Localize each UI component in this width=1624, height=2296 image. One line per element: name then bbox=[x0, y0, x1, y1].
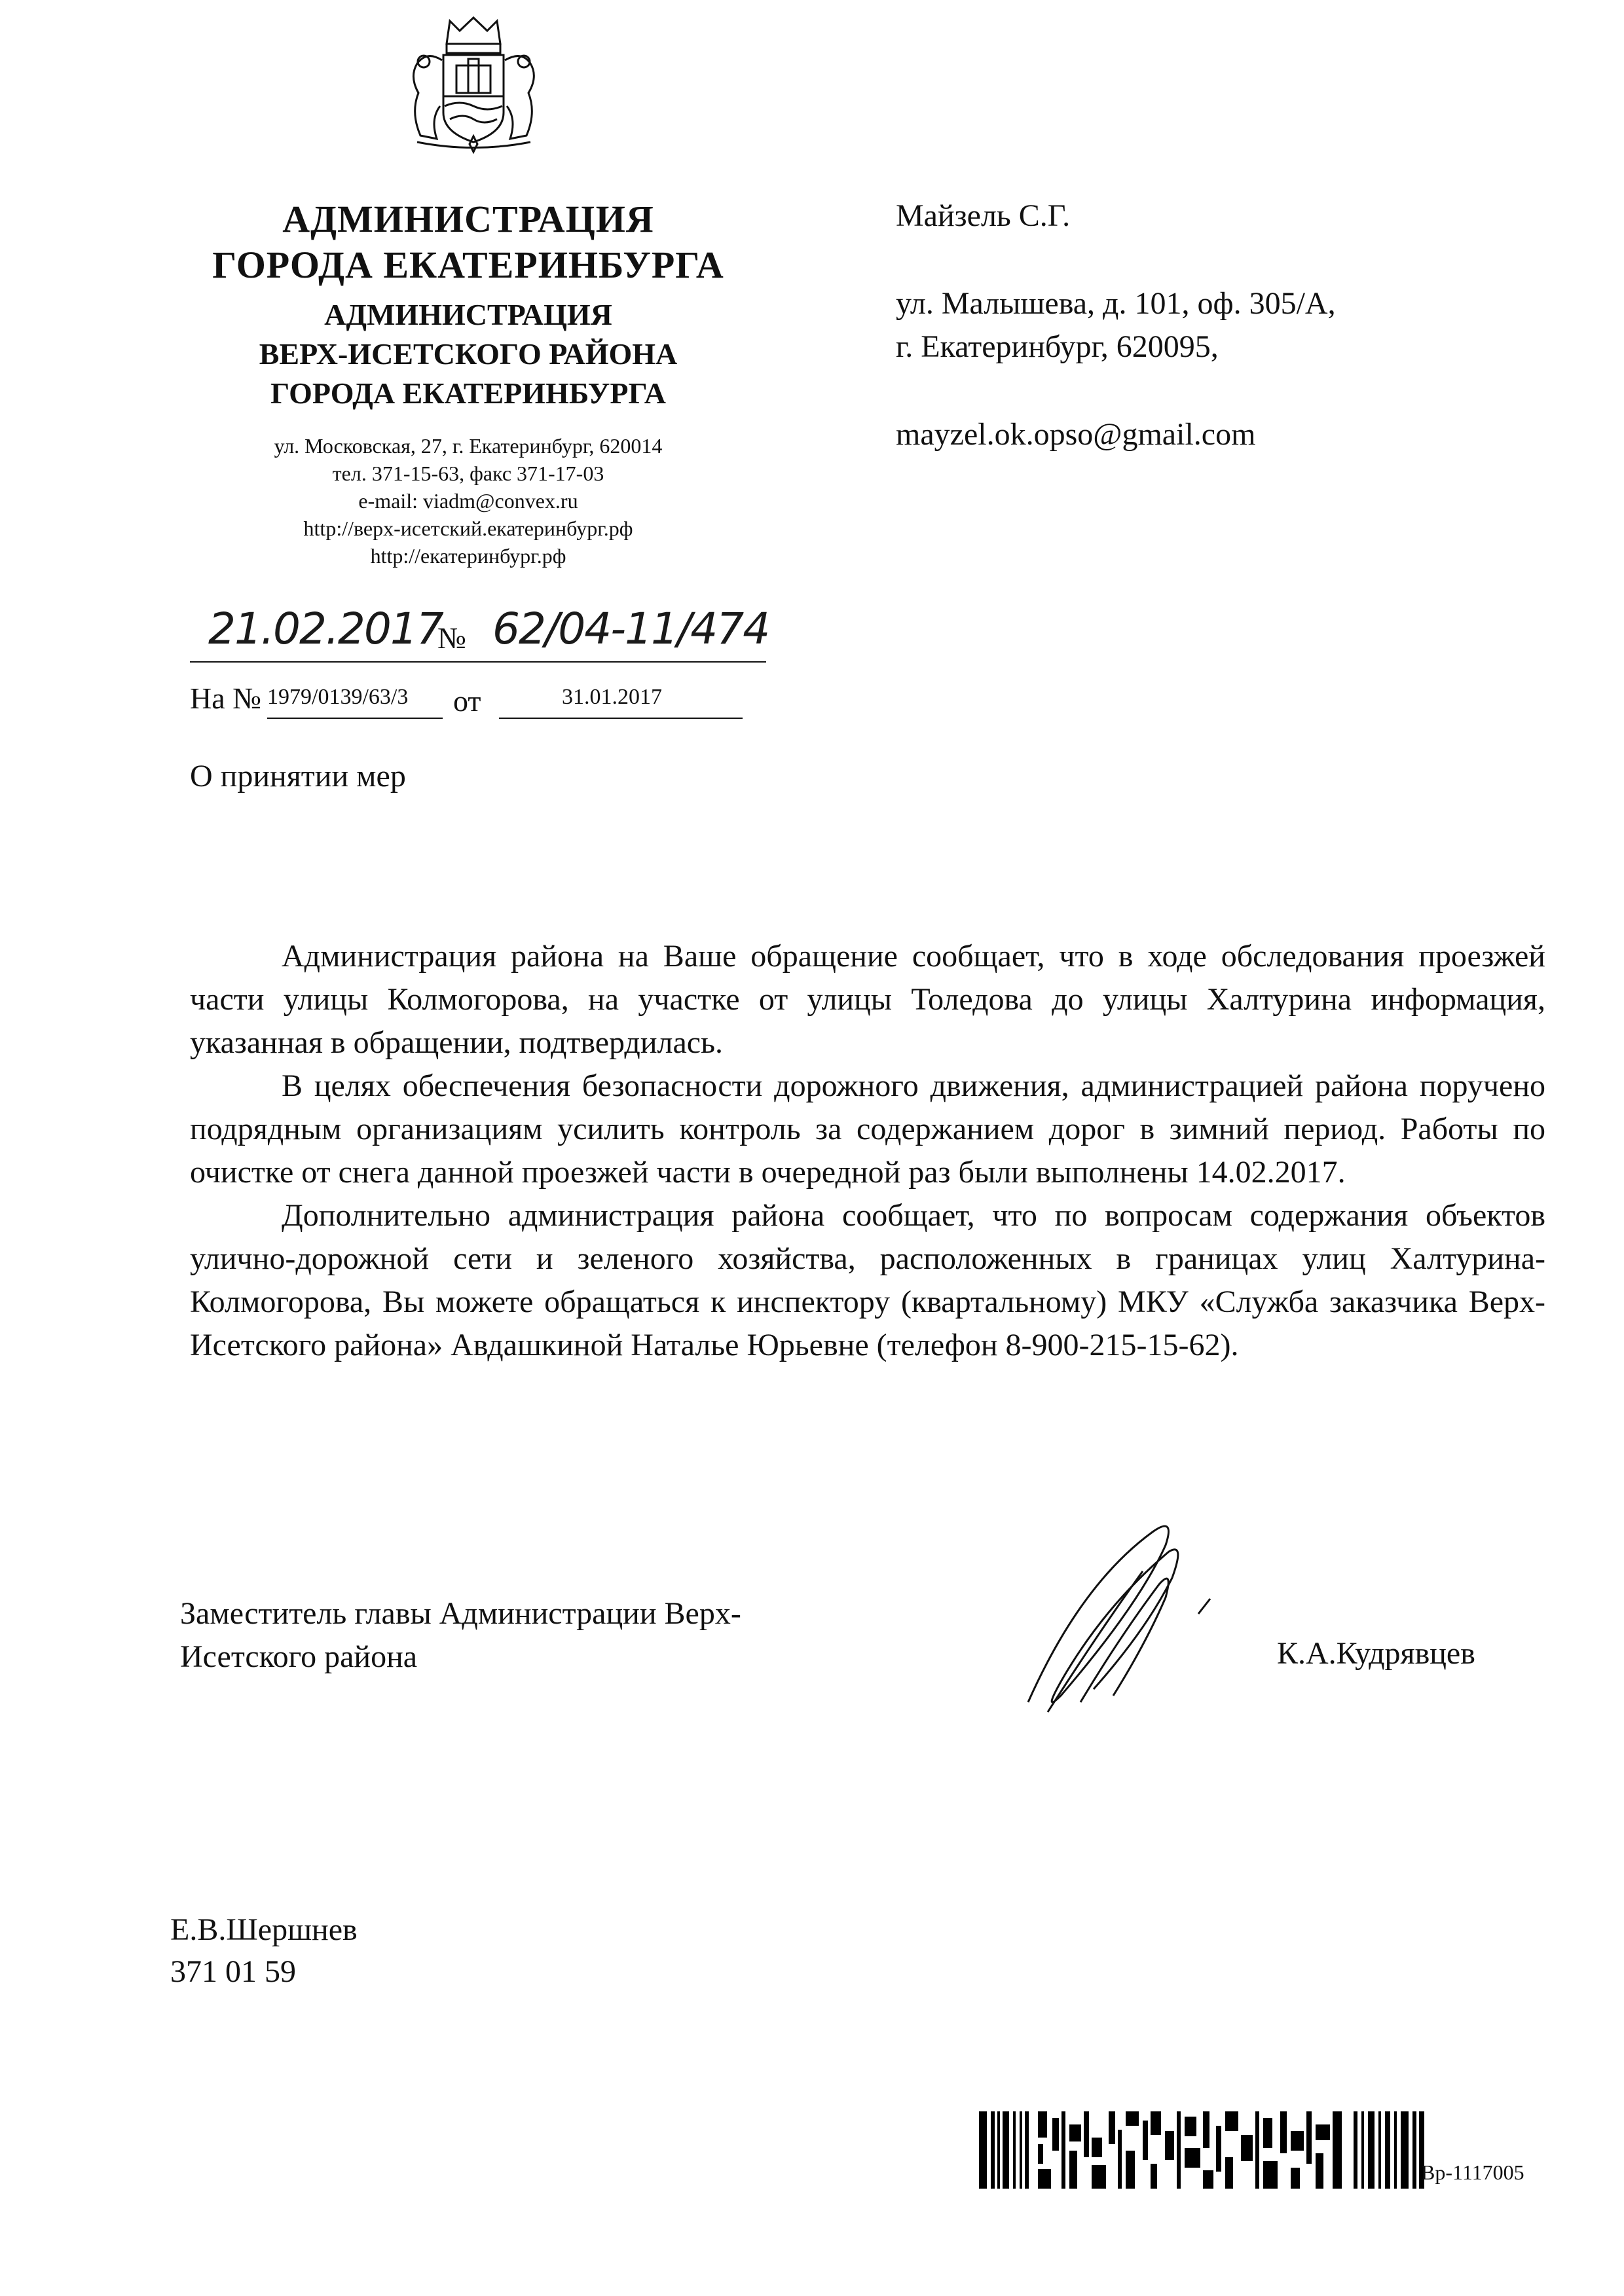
admin-city-title-line2: ГОРОДА ЕКАТЕРИНБУРГА bbox=[212, 244, 724, 286]
sender-site-2: http://екатеринбург.рф bbox=[370, 544, 566, 568]
signer-position-line1: Заместитель главы Администрации Верх- bbox=[180, 1596, 741, 1631]
sender-site-1: http://верх-исетский.екатеринбург.рф bbox=[303, 517, 633, 540]
letter-body bbox=[190, 935, 1545, 1367]
incoming-number: 1979/0139/63/3 bbox=[267, 685, 409, 709]
sender-email: e-mail: viadm@convex.ru bbox=[358, 489, 578, 513]
executor-name: Е.В.Шершнев bbox=[170, 1912, 358, 1947]
coat-of-arms-icon bbox=[391, 14, 557, 157]
body-paragraph-3: Дополнительно администрация района сообщает, что по вопросам содержания объектов улично-дорожной сети и зеленого хозяйства, расположенных в границах улиц Халтурина-Колмогорова, Вы можете обращаться к инспектору (квартальному) МКУ «Служба заказчика Верх-Исетского района» Авдашкиной Наталье Юрьевне (телефон 8-900-215-15-62). bbox=[190, 1198, 1545, 1362]
document-code: Вр-1117005 bbox=[1421, 2160, 1524, 2184]
signer-name: К.А.Кудрявцев bbox=[1277, 1636, 1475, 1671]
sender-address: ул. Московская, 27, г. Екатеринбург, 620014 bbox=[274, 434, 663, 458]
body-paragraph-2: В целях обеспечения безопасности дорожного движения, администрацией района поручено подрядным организациям усилить контроль за содержанием дорог в зимний период. Работы по очистке от снега данной проезжей части в очередной раз были выполнены 14.02.2017. bbox=[190, 1068, 1545, 1190]
incoming-date: 31.01.2017 bbox=[562, 685, 662, 709]
incoming-number-line bbox=[267, 718, 443, 719]
executor-block bbox=[170, 1909, 358, 1993]
body-paragraph-1: Администрация района на Ваше обращение сообщает, что в ходе обследования проезжей части улицы Колмогорова, на участке от улицы Толедова до улицы Халтурина информация, указанная в обращении, подтвердилась. bbox=[190, 939, 1545, 1060]
recipient-name: Майзель С.Г. bbox=[896, 198, 1071, 233]
recipient-email: mayzel.ok.opso@gmail.com bbox=[896, 417, 1256, 452]
number-sign: № bbox=[437, 621, 466, 655]
barcode-icon bbox=[979, 2111, 1424, 2189]
admin-city-title-line1: АДМИНИСТРАЦИЯ bbox=[282, 198, 654, 240]
outgoing-date: 21.02.2017 bbox=[208, 604, 443, 654]
signer-position-line2: Исетского района bbox=[180, 1639, 418, 1674]
signer-position bbox=[180, 1592, 900, 1679]
admin-district-title-line1: АДМИНИСТРАЦИЯ bbox=[324, 298, 612, 331]
sender-phone: тел. 371-15-63, факс 371-17-03 bbox=[332, 462, 604, 485]
executor-phone: 371 01 59 bbox=[170, 1954, 296, 1989]
incoming-date-line bbox=[499, 718, 743, 719]
incoming-number-label: На № bbox=[190, 682, 262, 715]
recipient-street: ул. Малышева, д. 101, оф. 305/А, bbox=[896, 286, 1336, 321]
handwritten-signature bbox=[1002, 1506, 1238, 1722]
outgoing-number: 62/04-11/474 bbox=[492, 604, 769, 654]
recipient-city: г. Екатеринбург, 620095, bbox=[896, 329, 1219, 364]
registration-line bbox=[190, 661, 766, 663]
incoming-from-label: от bbox=[453, 684, 481, 718]
admin-district-title-line2: ВЕРХ-ИСЕТСКОГО РАЙОНА bbox=[259, 337, 678, 371]
letter-subject: О принятии мер bbox=[190, 759, 406, 793]
admin-district-title-line3: ГОРОДА ЕКАТЕРИНБУРГА bbox=[270, 376, 666, 410]
